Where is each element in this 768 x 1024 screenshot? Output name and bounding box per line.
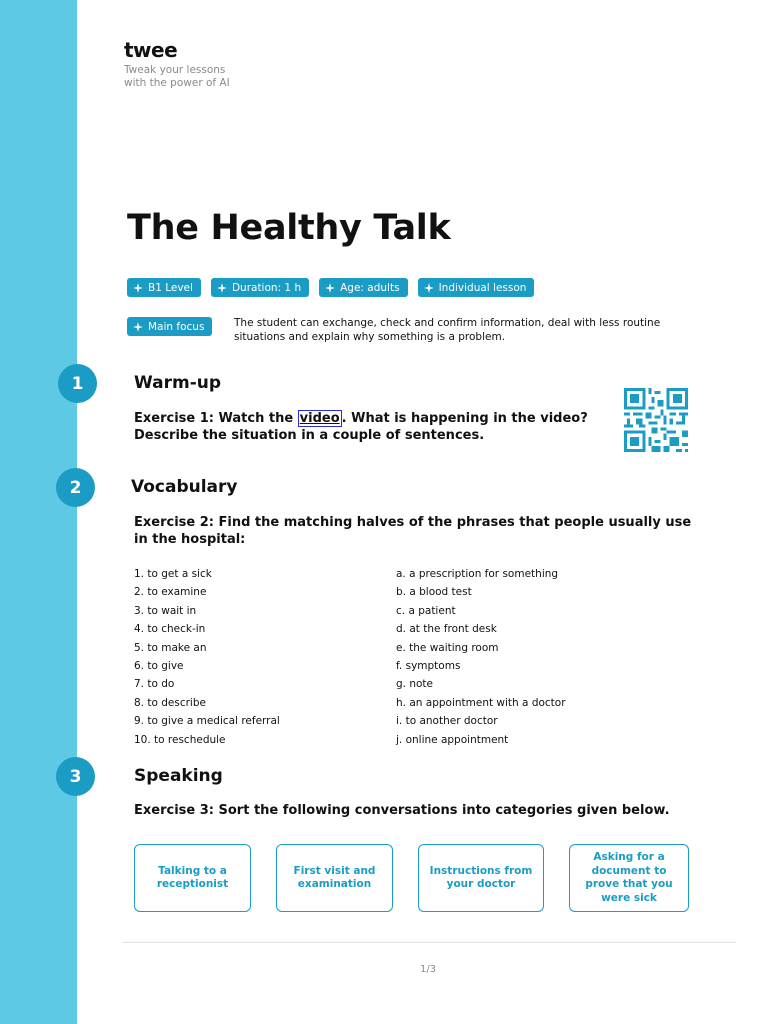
category-card-receptionist: Talking to a receptionist [134, 844, 251, 912]
sidebar-accent [0, 0, 77, 1024]
list-item: f. symptoms [396, 659, 461, 672]
list-item: c. a patient [396, 604, 456, 617]
exercise-2: Exercise 2: Find the matching halves of the phrases that people usually use in the hospital: [134, 515, 692, 547]
main-focus-badge [127, 317, 212, 336]
section-title-speaking: Speaking [134, 766, 223, 786]
list-item: 5. to make an [134, 641, 207, 654]
list-item: 4. to check-in [134, 623, 206, 636]
sparkle-icon [217, 283, 227, 293]
section-number-2: 2 [56, 468, 95, 507]
list-item: 1. to get a sick [134, 568, 212, 580]
footer-divider [122, 942, 736, 943]
list-item: b. a blood test [396, 586, 472, 599]
main-focus-text: The student can exchange, check and confirm information, deal with less routine situations and explain why something is a problem. [234, 317, 661, 343]
sparkle-icon [424, 283, 434, 293]
list-item: 10. to reschedule [134, 733, 226, 746]
badge-level [127, 278, 201, 297]
badge-lesson-type [418, 278, 535, 297]
badge-duration [211, 278, 309, 297]
vocab-left-list [134, 566, 280, 750]
section-title-vocabulary: Vocabulary [131, 477, 238, 497]
page-title: The Healthy Talk [127, 208, 451, 248]
list-item: h. an appointment with a doctor [396, 696, 566, 709]
badge-label: Main focus [148, 320, 205, 333]
list-item: i. to another doctor [396, 715, 498, 728]
category-card-sick-document: Asking for a document to prove that you were sick [569, 844, 689, 912]
qr-code-icon[interactable] [624, 388, 688, 452]
badge-label: Individual lesson [438, 281, 527, 294]
list-item: 7. to do [134, 678, 175, 691]
list-item: 3. to wait in [134, 604, 197, 617]
exercise-1-text-start: Exercise 1: Watch the [134, 411, 298, 426]
badge-label: Age: adults [340, 281, 400, 294]
badge-label: B1 Level [148, 281, 193, 294]
exercise-1-text-end: . What is happening in the video? Describe the situation in a couple of sentences. [134, 411, 588, 443]
exercise-3: Exercise 3: Sort the following conversations into categories given below. [134, 803, 670, 818]
sparkle-icon [325, 283, 335, 293]
brand-tagline: Tweak your lessons with the power of AI [124, 64, 230, 89]
sparkle-icon [133, 322, 143, 332]
sparkle-icon [133, 283, 143, 293]
list-item: j. online appointment [396, 733, 509, 746]
category-card-instructions: Instructions from your doctor [418, 844, 544, 912]
list-item: 6. to give [134, 659, 184, 672]
section-number-3: 3 [56, 757, 95, 796]
list-item: 2. to examine [134, 586, 207, 599]
badge-age [319, 278, 407, 297]
brand-logo: twee [124, 38, 178, 62]
list-item: a. a prescription for something [396, 568, 559, 580]
section-number-1: 1 [58, 364, 97, 403]
category-card-first-visit: First visit and examination [276, 844, 393, 912]
page-number: 1/3 [419, 964, 437, 975]
list-item: g. note [396, 678, 433, 691]
badge-label: Duration: 1 h [231, 281, 302, 294]
lesson-badges [127, 278, 534, 297]
exercise-1 [134, 410, 604, 444]
list-item: 9. to give a medical referral [134, 715, 280, 728]
video-link[interactable]: video [299, 411, 340, 426]
list-item: 8. to describe [134, 696, 206, 709]
section-title-warmup: Warm-up [134, 373, 222, 393]
vocab-right-list [396, 566, 566, 750]
list-item: e. the waiting room [396, 641, 499, 654]
list-item: d. at the front desk [396, 623, 497, 636]
